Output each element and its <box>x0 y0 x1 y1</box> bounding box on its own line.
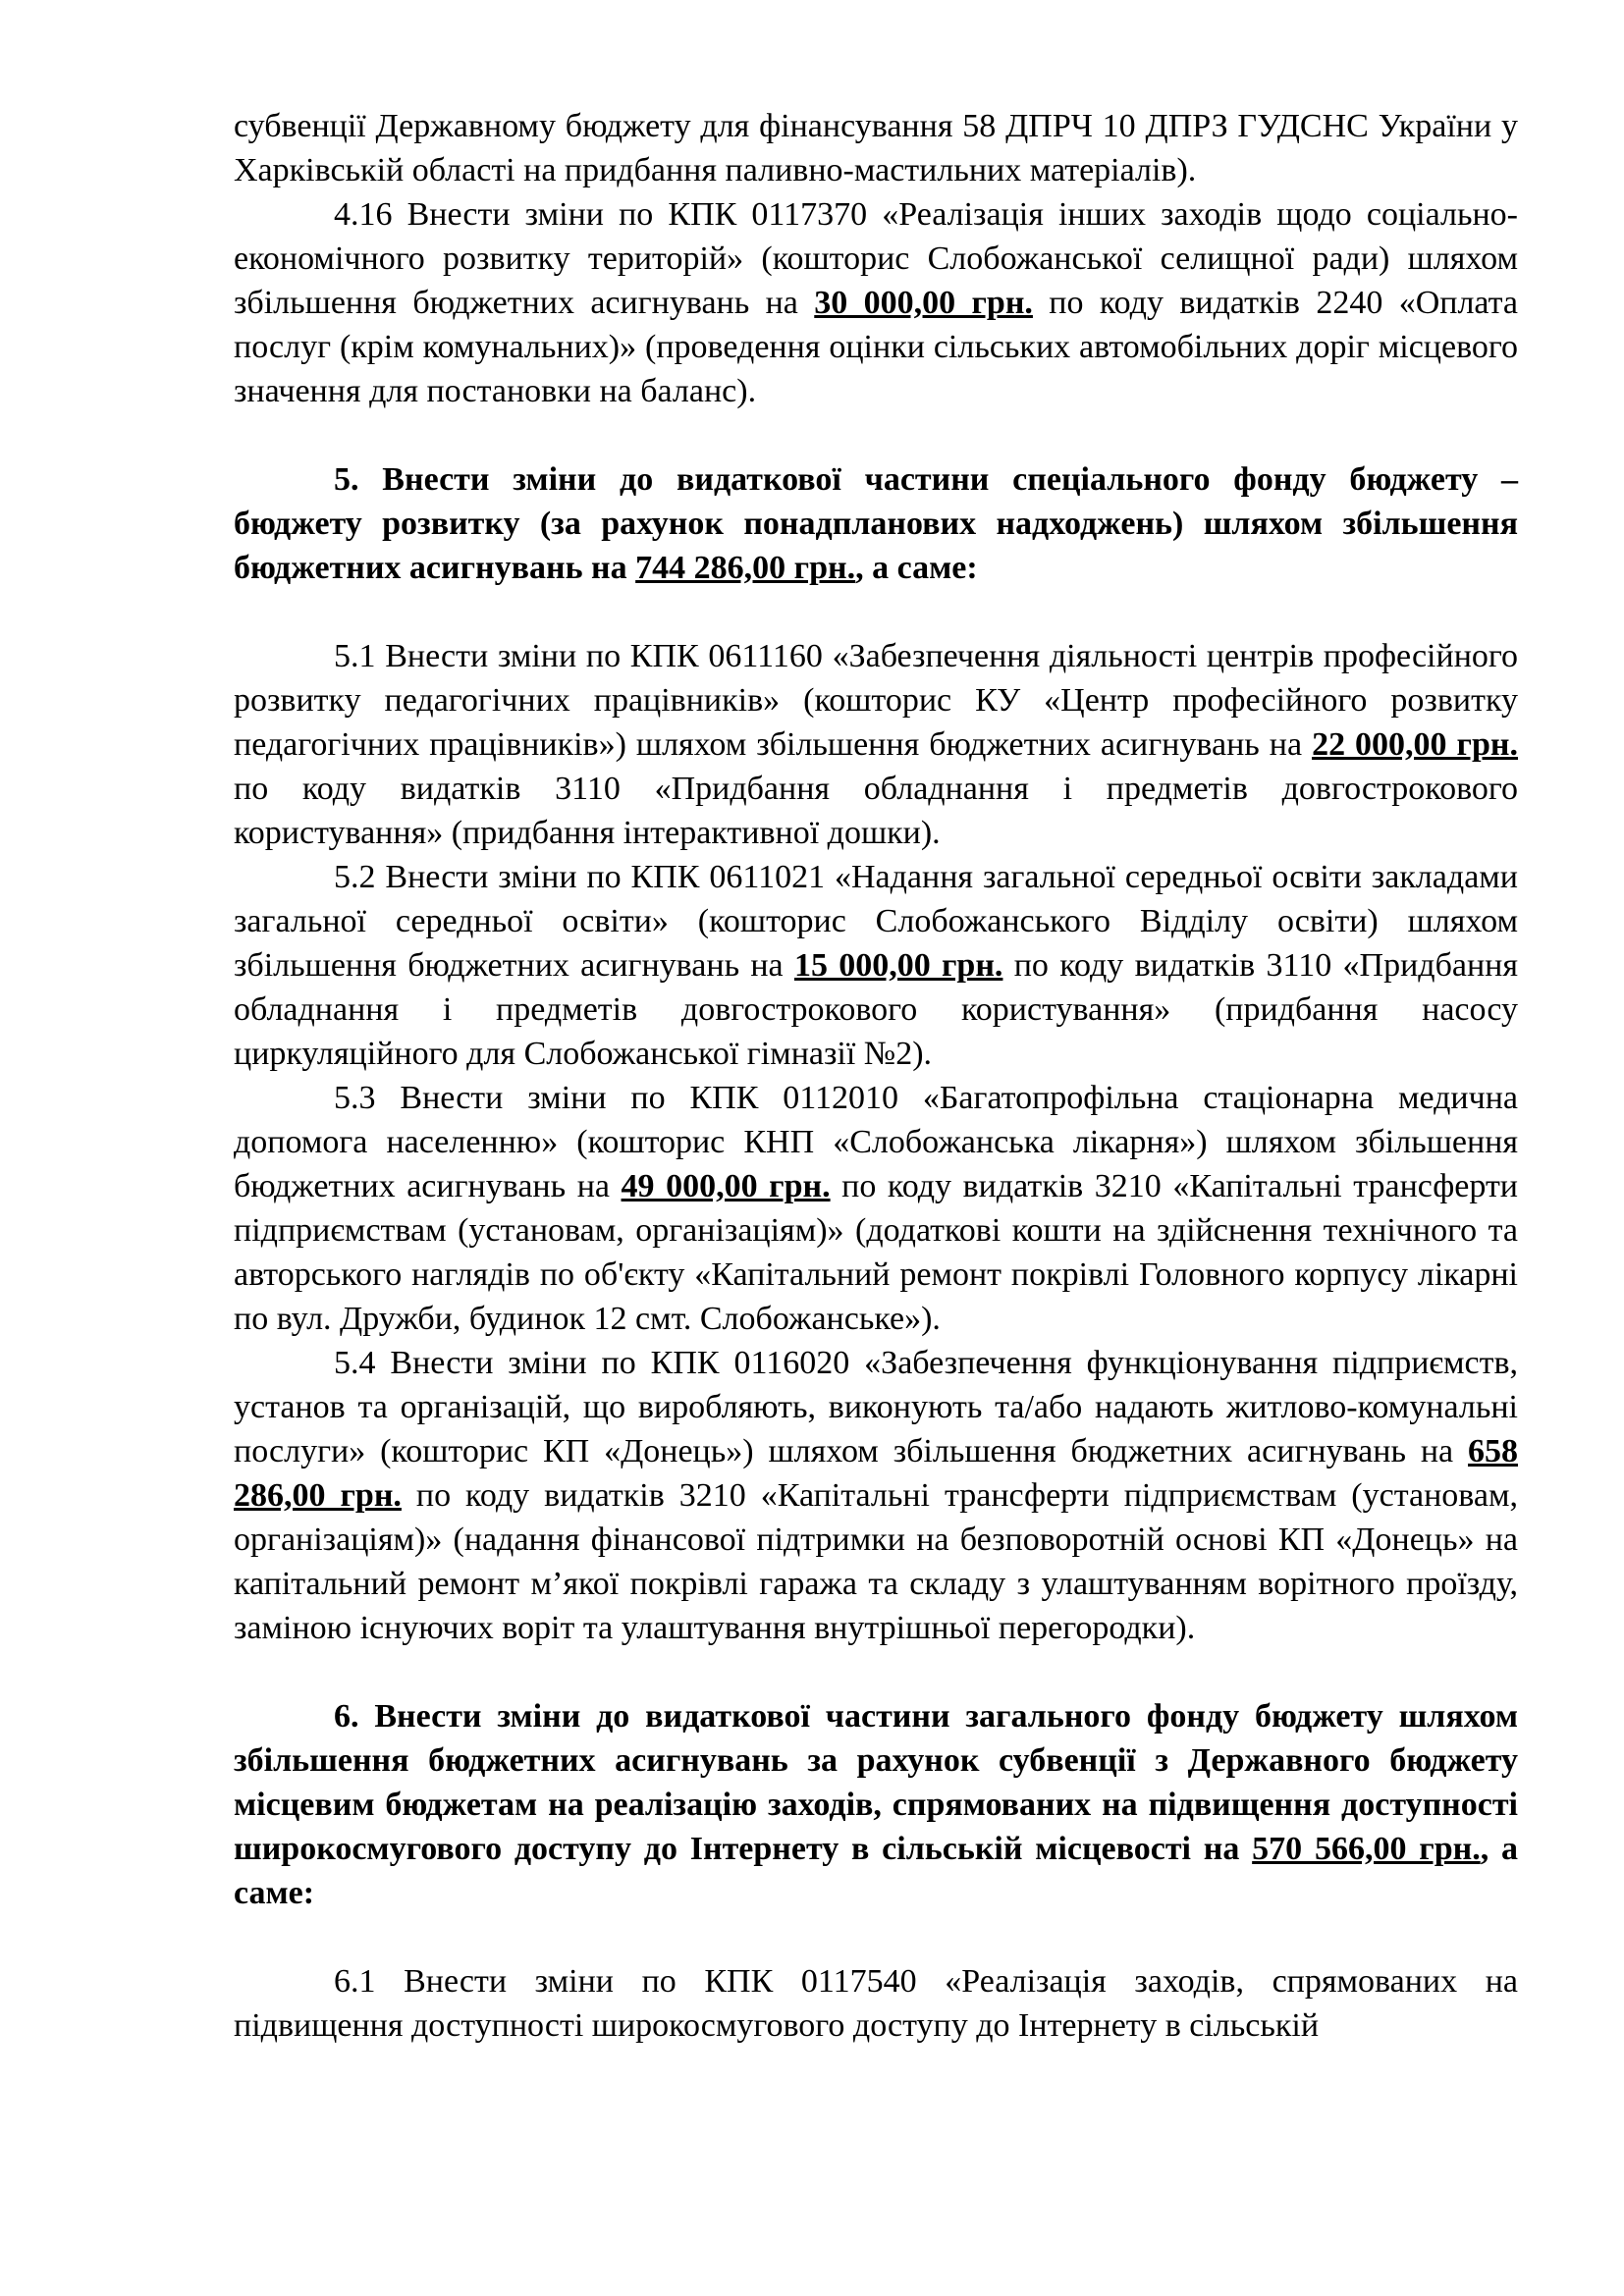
text-run: 5.3 Внести зміни по КПК 0112010 «Багатопрофільна стаціонарна медична допомога населенню» (кошторис КНП «Слобожанська лікарня») шляхом збільшення бюджетних асигнувань на <box>234 1080 1518 1204</box>
amount: 49 000,00 грн. <box>621 1168 831 1204</box>
text-run: по коду видатків 3210 «Капітальні трансферти підприємствам (установам, організаціям)» (надання фінансової підтримки на безповоротній основі КП «Донець» на капітальний ремонт м’якої покрівлі гаража та складу з улаштуванням ворітного проїзду, заміною існуючих воріт та улаштування внутрішньої перегородки). <box>234 1477 1518 1646</box>
text-run: 6.1 Внести зміни по КПК 0117540 «Реалізація заходів, спрямованих на підвищення доступності широкосмугового доступу до Інтернету в сільській <box>234 1963 1518 2044</box>
text-run: , а саме: <box>855 550 978 586</box>
text-run: 4.16 Внести зміни по КПК 0117370 «Реалізація інших заходів щодо соціально-економічного розвитку територій» (кошторис Слобожанської селищної ради) шляхом збільшення бюджетних асигнувань на <box>234 196 1518 321</box>
paragraph-continuation <box>234 104 1518 192</box>
amount: 570 566,00 грн. <box>1252 1831 1481 1867</box>
amount: 658 286,00 грн. <box>234 1433 1518 1514</box>
amount: 30 000,00 грн. <box>814 285 1033 321</box>
text-run: 5.2 Внести зміни по КПК 0611021 «Надання загальної середньої освіти закладами загальної середньої освіти» (кошторис Слобожанського Відділу освіти) шляхом збільшення бюджетних асигнувань на <box>234 859 1518 984</box>
section-heading-5 <box>234 457 1518 590</box>
paragraph-5-3 <box>234 1076 1518 1341</box>
paragraph-5-4 <box>234 1341 1518 1650</box>
text-run: по коду видатків 3110 «Придбання обладнання і предметів довгострокового користування» (придбання інтерактивної дошки). <box>234 771 1518 851</box>
text-run: по коду видатків 2240 «Оплата послуг (крім комунальних)» (проведення оцінки сільських автомобільних доріг місцевого значення для постановки на баланс). <box>234 285 1518 409</box>
text-run: 6. Внести зміни до видаткової частини загального фонду бюджету шляхом збільшення бюджетних асигнувань за рахунок субвенції з Державного бюджету місцевим бюджетам на реалізацію заходів, спрямованих на підвищення доступності широкосмугового доступу до Інтернету в сільській місцевості на <box>234 1698 1518 1867</box>
text-run: по коду видатків 3110 «Придбання обладнання і предметів довгострокового користування» (придбання насосу циркуляційного для Слобожанської гімназії №2). <box>234 947 1518 1072</box>
amount: 744 286,00 грн. <box>635 550 856 586</box>
amount: 22 000,00 грн. <box>1312 726 1518 763</box>
section-heading-6 <box>234 1694 1518 1915</box>
amount: 15 000,00 грн. <box>793 947 1003 984</box>
paragraph-6-1 <box>234 1959 1518 2048</box>
text-run: 5.4 Внести зміни по КПК 0116020 «Забезпечення функціонування підприємств, установ та організацій, що виробляють, виконують та/або надають житлово-комунальні послуги» (кошторис КП «Донець») шляхом збільшення бюджетних асигнувань на <box>234 1345 1518 1469</box>
paragraph-5-1 <box>234 634 1518 855</box>
text-run: по коду видатків 3210 «Капітальні трансферти підприємствам (установам, організаціям)» (додаткові кошти на здійснення технічного та авторського наглядів по об'єкту «Капітальний ремонт покрівлі Головного корпусу лікарні по вул. Дружби, будинок 12 смт. Слобожанське»). <box>234 1168 1518 1337</box>
text-run: 5. Внести зміни до видаткової частини спеціального фонду бюджету – бюджету розвитку (за рахунок понадпланових надходжень) шляхом збільшення бюджетних асигнувань на <box>234 461 1518 586</box>
text-run: , а саме: <box>234 1831 1518 1911</box>
text-run: 5.1 Внести зміни по КПК 0611160 «Забезпечення діяльності центрів професійного розвитку педагогічних працівників» (кошторис КУ «Центр професійного розвитку педагогічних працівників») шляхом збільшення бюджетних асигнувань на <box>234 638 1518 763</box>
paragraph-5-2 <box>234 855 1518 1076</box>
paragraph-4-16 <box>234 192 1518 413</box>
document-page <box>234 104 1518 2048</box>
text-run: субвенції Державному бюджету для фінансування 58 ДПРЧ 10 ДПРЗ ГУДСНС України у Харківській області на придбання паливно-мастильних матеріалів). <box>234 108 1518 188</box>
